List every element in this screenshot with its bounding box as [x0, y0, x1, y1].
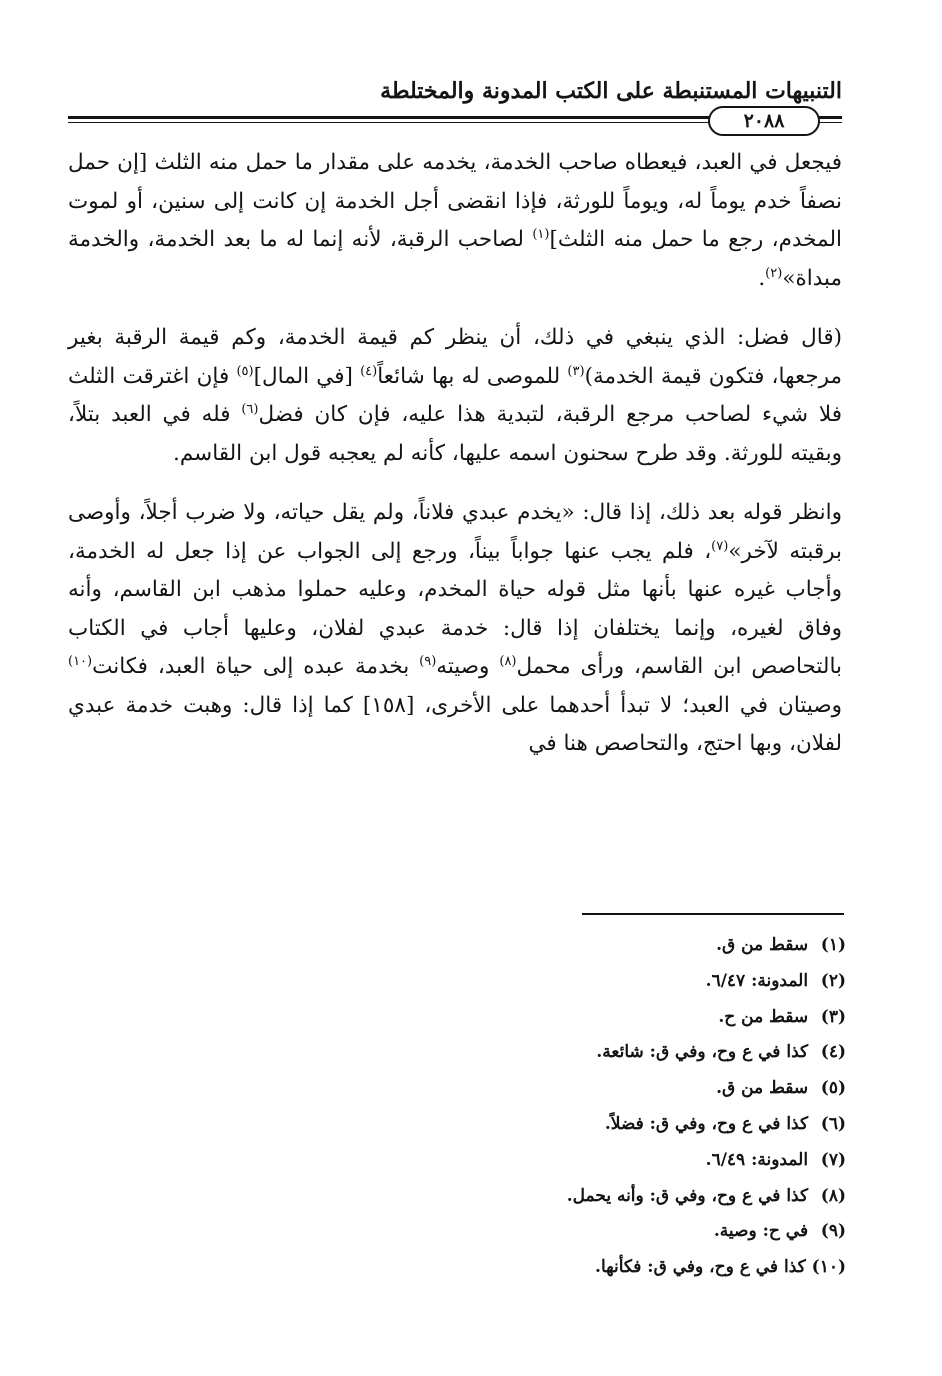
- footnote-marker: (٦): [241, 401, 259, 417]
- text-run: لصاحب الرقبة، لأنه إنما له ما بعد الخدمة، والخدمة مبداة»: [68, 227, 842, 291]
- text-run: ، فلم يجب عنها جواباً بيناً، ورجع إلى الجواب عن إذا جعل له الخدمة، وأجاب غيره عنها بأنها مثل قوله حياة المخدم، وعليه حملوا مذهب ابن القاسم، وأنه وفاق لغيره، وإنما يختلفان إذا قال: خدمة عبدي لفلان، وعليها أجاب في الكتاب بالتحاصص ابن القاسم، ورأى محمل: [68, 538, 842, 679]
- footnote-separator: [582, 913, 844, 915]
- footnote-text: سقط من ح.: [718, 1006, 814, 1027]
- footnote-marker: (٥): [236, 363, 254, 379]
- footnote-number: (٨): [820, 1185, 846, 1206]
- footnote-item: [400, 1107, 846, 1143]
- text-run: وصيته: [436, 654, 500, 679]
- footnote-item: [400, 1179, 846, 1215]
- main-text: [68, 144, 842, 785]
- footnote-item: [400, 1250, 846, 1286]
- body-paragraph: [68, 319, 842, 473]
- footnote-text: المدونة: ٦/٤٩.: [705, 1149, 814, 1170]
- footnote-marker: (١٠): [68, 653, 93, 669]
- footnote-text: كذا في ع وح، وفي ق: شائعة.: [596, 1042, 814, 1063]
- footnote-number: (٤): [820, 1042, 846, 1063]
- footnote-number: (١٠): [811, 1257, 846, 1278]
- footnote-number: (٥): [820, 1078, 846, 1099]
- body-paragraph: [68, 144, 842, 298]
- text-run: بخدمة عبده إلى حياة العبد، فكانت: [92, 654, 420, 679]
- footnotes-list: [400, 928, 846, 1286]
- footnote-item: [400, 964, 846, 1000]
- footnote-item: [400, 1035, 846, 1071]
- footnote-marker: (١): [532, 226, 550, 242]
- footnote-marker: (٤): [360, 363, 378, 379]
- footnote-text: سقط من ق.: [716, 935, 814, 955]
- text-run: وصيتان في العبد؛ لا تبدأ أحدهما على الأخرى، [١٥٨] كما إذا قال: وهبت خدمة عبدي لفلان، وبها احتج، والتحاصص هنا في: [68, 692, 842, 756]
- footnote-text: كذا في ع وح، وفي ق: فضلاً.: [604, 1113, 814, 1134]
- footnote-text: كذا في ع وح، وفي ق: وأنه يحمل.: [566, 1185, 814, 1206]
- footnote-text: سقط من ق.: [716, 1078, 814, 1099]
- text-run: [في المال]: [253, 363, 361, 389]
- footnote-number: (٣): [820, 1006, 846, 1027]
- text-run: .: [758, 265, 766, 291]
- running-title: التنبيهات المستنبطة على الكتب المدونة والمختلطة: [380, 78, 842, 104]
- page-number: ٢٠٨٨: [708, 106, 820, 136]
- text-run: للموصى له بها شائعاً: [377, 363, 568, 389]
- footnote-number: (١): [820, 935, 846, 955]
- footnote-item: [400, 1143, 846, 1179]
- page-header: [68, 72, 842, 132]
- body-paragraph: [68, 494, 842, 764]
- footnote-marker: (٢): [765, 265, 783, 281]
- footnote-text: المدونة: ٦/٤٧.: [705, 970, 814, 991]
- footnote-marker: (٣): [567, 363, 585, 379]
- text-run: وانظر قوله بعد ذلك، إذا قال: «يخدم عبدي فلاناً، ولم يقل حياته، ولا ضرب أجلاً، وأوصى برقبته لآخر»: [68, 500, 842, 564]
- footnote-number: (٩): [820, 1221, 846, 1242]
- footnote-number: (٦): [820, 1113, 846, 1134]
- footnote-marker: (٧): [711, 538, 729, 554]
- text-run: (قال فضل: الذي ينبغي في ذلك، أن ينظر كم قيمة الخدمة، وكم قيمة الرقبة بغير مرجعها، فتكون قيمة الخدمة): [68, 325, 842, 389]
- text-run: فيجعل في العبد، فيعطاه صاحب الخدمة، يخدمه على مقدار ما حمل منه الثلث [إن حمل نصفاً خدم يوماً له، ويوماً للورثة، فإذا انقضى أجل الخدمة إن كانت إلى سنين، أو لموت المخدم، رجع ما حمل منه الثلث]: [68, 150, 842, 252]
- footnote-text: كذا في ع وح، وفي ق: فكأنها.: [595, 1257, 812, 1278]
- footnote-item: [400, 1000, 846, 1036]
- footnote-item: [400, 1214, 846, 1250]
- text-run: فله في العبد بتلاً، وبقيته للورثة. وقد طرح سحنون اسمه عليها، كأنه لم يعجبه قول ابن القاسم.: [68, 402, 842, 466]
- footnote-marker: (٨): [499, 653, 517, 669]
- footnote-text: في ح: وصية.: [713, 1221, 814, 1242]
- footnote-number: (٧): [820, 1149, 846, 1170]
- footnote-number: (٢): [820, 970, 846, 991]
- text-run: فإن اغترقت الثلث فلا شيء لصاحب مرجع الرقبة، لتبدية هذا عليه، فإن كان فضل: [68, 363, 842, 427]
- footnote-marker: (٩): [419, 653, 437, 669]
- footnote-item: [400, 1071, 846, 1107]
- footnote-item: [400, 928, 846, 964]
